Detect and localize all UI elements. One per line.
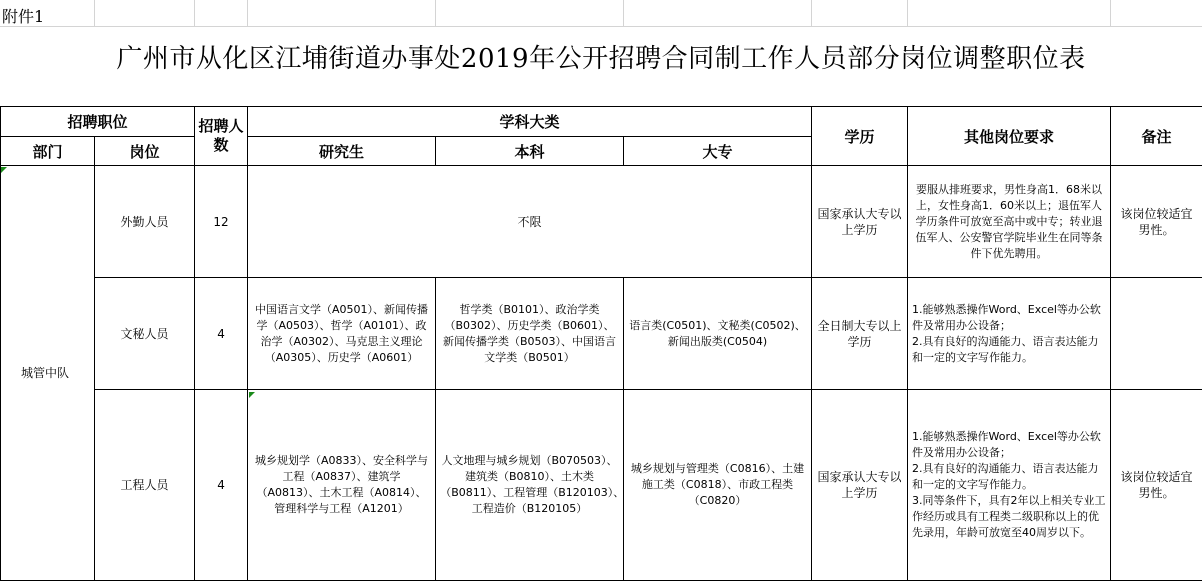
cell-marker [1, 167, 7, 173]
header-remarks[interactable]: 备注 [1111, 107, 1202, 166]
requirement-line: 2.具有良好的沟通能力、语言表达能力和一定的文字写作能力。 [912, 334, 1099, 364]
undergraduate-cell[interactable]: 哲学类（B0101）、政治学类（B0302）、历史学类（B0601）、新闻传播学类（B0503）、中国语言文学类（B0501） [436, 278, 624, 390]
post-cell[interactable]: 外勤人员 [95, 166, 195, 278]
grid-line [247, 0, 248, 26]
requirements-cell[interactable] [908, 278, 1111, 390]
requirements-cell[interactable]: 要服从排班要求，男性身高1．68米以上，女性身高1．60米以上；退伍军人学历条件可放宽至高中或中专；转业退伍军人、公安警官学院毕业生在同等条件下优先聘用。 [908, 166, 1111, 278]
header-post[interactable]: 岗位 [95, 137, 195, 166]
grid-line [0, 26, 1202, 27]
cell-marker [249, 392, 255, 398]
requirements-cell[interactable] [908, 390, 1111, 581]
count-cell[interactable]: 4 [195, 390, 248, 581]
header-department[interactable]: 部门 [1, 137, 95, 166]
grid-line [194, 0, 195, 26]
remarks-cell[interactable]: 该岗位较适宜男性。 [1111, 390, 1202, 581]
requirement-line: 3.同等条件下，具有2年以上相关专业工作经历或具有工程类二级职称以上的优先录用，年龄可放宽至40周岁以下。 [912, 494, 1106, 539]
remarks-cell[interactable]: 该岗位较适宜男性。 [1111, 166, 1202, 278]
discipline-cell[interactable]: 不限 [248, 166, 812, 278]
education-cell[interactable]: 国家承认大专以上学历 [812, 166, 908, 278]
positions-table [0, 106, 1202, 581]
header-education[interactable]: 学历 [812, 107, 908, 166]
department-cell[interactable]: 城管中队 [1, 166, 95, 581]
header-other-requirements[interactable]: 其他岗位要求 [908, 107, 1111, 166]
post-cell[interactable]: 文秘人员 [95, 278, 195, 390]
remarks-cell[interactable] [1111, 278, 1202, 390]
education-cell[interactable]: 全日制大专以上学历 [812, 278, 908, 390]
post-cell[interactable]: 工程人员 [95, 390, 195, 581]
grid-line [907, 0, 908, 26]
count-cell[interactable]: 4 [195, 278, 248, 390]
grid-line [435, 0, 436, 26]
requirement-line: 2.具有良好的沟通能力、语言表达能力和一定的文字写作能力。 [912, 462, 1099, 491]
grid-line [1110, 0, 1111, 26]
table-row [1, 278, 1202, 390]
header-position-group[interactable]: 招聘职位 [1, 107, 195, 137]
grid-line [623, 0, 624, 26]
table-row [1, 166, 1202, 278]
header-headcount[interactable]: 招聘人数 [195, 107, 248, 166]
graduate-cell[interactable]: 城乡规划学（A0833）、安全科学与工程（A0837）、建筑学（A0813）、土木工程（A0814）、管理科学与工程（A1201） [248, 390, 436, 581]
grid-line [811, 0, 812, 26]
header-undergraduate[interactable]: 本科 [436, 137, 624, 166]
college-cell[interactable]: 城乡规划与管理类（C0816）、土建施工类（C0818）、市政工程类（C0820） [624, 390, 812, 581]
education-cell[interactable]: 国家承认大专以上学历 [812, 390, 908, 581]
graduate-cell[interactable]: 中国语言文学（A0501）、新闻传播学（A0503）、哲学（A0101）、政治学（A0302）、马克思主义理论（A0305）、历史学（A0601） [248, 278, 436, 390]
requirement-line: 1.能够熟悉操作Word、Excel等办公软件及常用办公设备； [912, 302, 1101, 332]
attachment-label[interactable]: 附件1 [2, 7, 45, 26]
undergraduate-cell[interactable]: 人文地理与城乡规划（B070503）、建筑类（B0810）、土木类（B0811）、工程管理（B120103）、 工程造价（B120105） [436, 390, 624, 581]
count-cell[interactable]: 12 [195, 166, 248, 278]
college-cell[interactable]: 语言类(C0501)、文秘类(C0502)、新闻出版类(C0504) [624, 278, 812, 390]
header-discipline-group[interactable]: 学科大类 [248, 107, 812, 137]
page-title[interactable]: 广州市从化区江埔街道办事处2019年公开招聘合同制工作人员部分岗位调整职位表 [116, 44, 1086, 74]
table-row [1, 390, 1202, 581]
grid-line [94, 0, 95, 26]
requirement-line: 1.能够熟悉操作Word、Excel等办公软件及常用办公设备； [912, 430, 1101, 459]
header-college[interactable]: 大专 [624, 137, 812, 166]
header-row [1, 107, 1202, 137]
header-graduate[interactable]: 研究生 [248, 137, 436, 166]
